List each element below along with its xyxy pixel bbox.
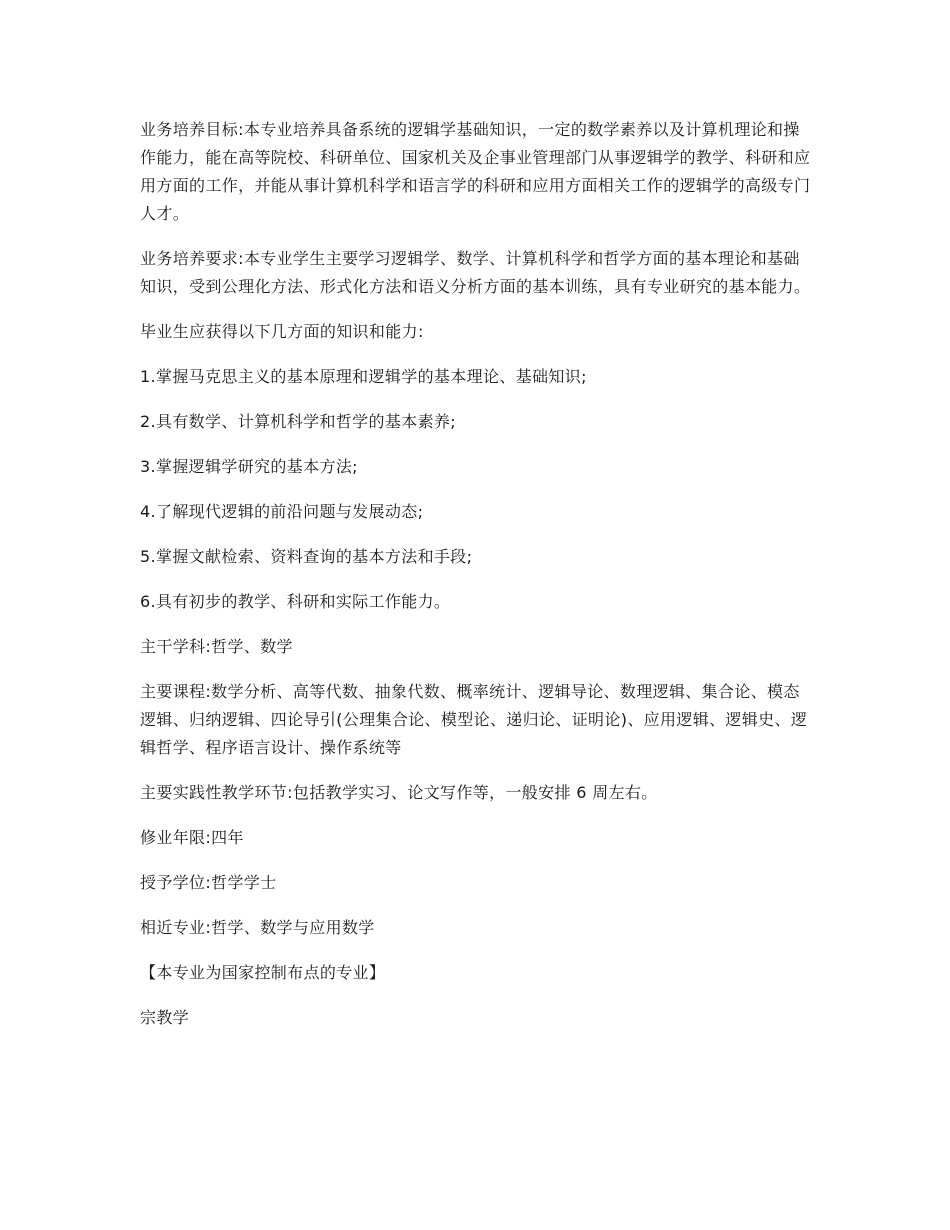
ability-item-5: 5.掌握文献检索、资料查询的基本方法和手段;	[140, 547, 473, 566]
main-courses-paragraph: 主要课程:数学分析、高等代数、抽象代数、概率统计、逻辑导论、数理逻辑、集合论、模态逻辑、归纳逻辑、四论导引(公理集合论、模型论、递归论、证明论)、应用逻辑、逻辑史、逻辑哲学、程序语言设计、操作系统等	[140, 682, 808, 757]
training-objective-paragraph: 业务培养目标:本专业培养具备系统的逻辑学基础知识，一定的数学素养以及计算机理论和操作能力，能在高等院校、科研单位、国家机关及企事业管理部门从事逻辑学的教学、科研和应用方面的工作，并能从事计算机科学和语言学的科研和应用方面相关工作的逻辑学的高级专门人才。	[140, 120, 811, 223]
related-majors-line: 相近专业:哲学、数学与应用数学	[140, 918, 375, 937]
ability-item-3: 3.掌握逻辑学研究的基本方法;	[140, 457, 358, 476]
ability-item-6: 6.具有初步的教学、科研和实际工作能力。	[140, 592, 451, 611]
controlled-major-note: 【本专业为国家控制布点的专业】	[140, 963, 386, 982]
training-requirements-paragraph: 业务培养要求:本专业学生主要学习逻辑学、数学、计算机科学和哲学方面的基本理论和基础知识，受到公理化方法、形式化方法和语义分析方面的基本训练，具有专业研究的基本能力。	[140, 249, 811, 296]
degree-line: 授予学位:哲学学士	[140, 873, 277, 892]
ability-item-2: 2.具有数学、计算机科学和哲学的基本素养;	[140, 412, 457, 431]
ability-item-4: 4.了解现代逻辑的前沿问题与发展动态;	[140, 502, 424, 521]
ability-item-1: 1.掌握马克思主义的基本原理和逻辑学的基本理论、基础知识;	[140, 367, 587, 386]
study-duration-line: 修业年限:四年	[140, 828, 244, 847]
next-major-heading: 宗教学	[140, 1008, 190, 1027]
main-disciplines-line: 主干学科:哲学、数学	[140, 637, 293, 656]
practice-line: 主要实践性教学环节:包括教学实习、论文写作等，一般安排 6 周左右。	[140, 783, 658, 802]
document-page	[140, 116, 815, 1049]
graduate-abilities-heading: 毕业生应获得以下几方面的知识和能力:	[140, 322, 424, 341]
